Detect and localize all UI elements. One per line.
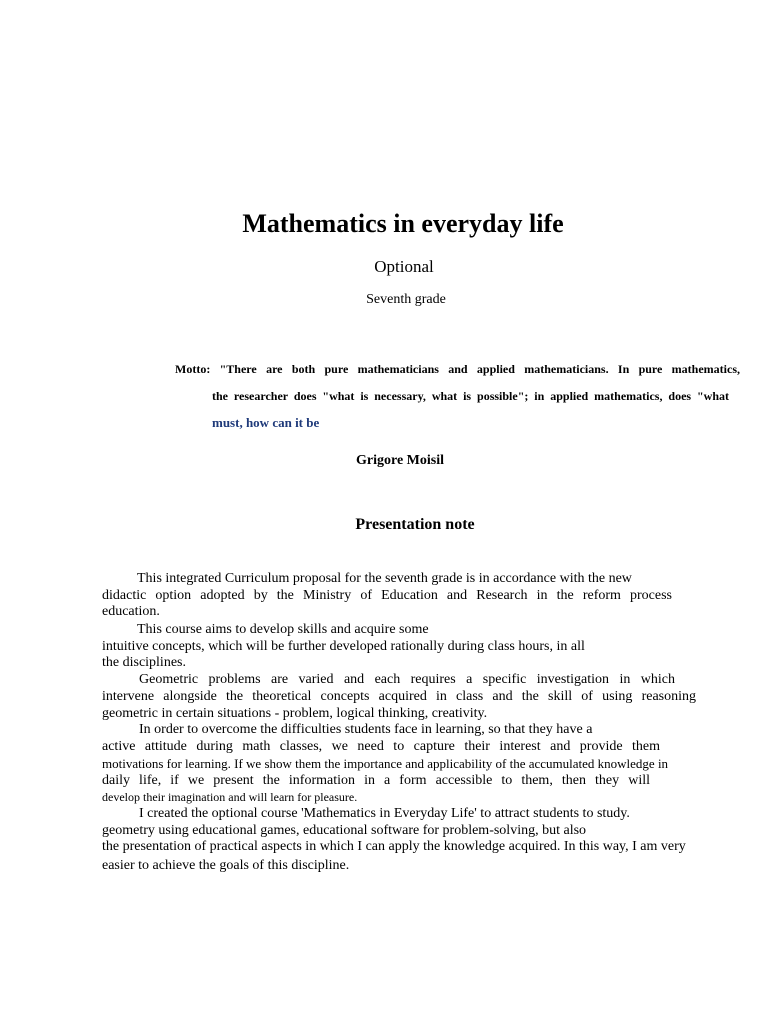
paragraph-line: easier to achieve the goals of this discipline. xyxy=(102,858,350,873)
paragraph-line: This course aims to develop skills and acquire some xyxy=(137,622,429,637)
paragraph-line: Geometric problems are varied and each requires a specific investigation in which xyxy=(139,672,675,687)
paragraph-line: didactic option adopted by the Ministry of Education and Research in the reform process xyxy=(102,588,672,603)
document-title: Mathematics in everyday life xyxy=(242,209,564,238)
paragraph-line: develop their imagination and will learn for pleasure. xyxy=(102,790,358,804)
paragraph-line: the presentation of practical aspects in which I can apply the knowledge acquired. In this way, I am very xyxy=(102,839,686,854)
motto-line-3: must, how can it be xyxy=(212,415,320,430)
paragraph-line: daily life, if we present the information in a form accessible to them, then they will xyxy=(102,773,650,788)
paragraph-line: I created the optional course 'Mathematics in Everyday Life' to attract students to study. xyxy=(139,806,630,821)
paragraph-line: In order to overcome the difficulties students face in learning, so that they have a xyxy=(139,722,593,737)
paragraph-line: education. xyxy=(102,604,160,619)
paragraph-line: motivations for learning. If we show them the importance and applicability of the accumulated knowledge in xyxy=(102,756,669,771)
paragraph-line: the disciplines. xyxy=(102,655,186,670)
paragraph-line: intervene alongside the theoretical concepts acquired in class and the skill of using reasoning xyxy=(102,689,696,704)
grade-label: Seventh grade xyxy=(366,292,446,307)
motto-author: Grigore Moisil xyxy=(356,453,444,468)
section-title: Presentation note xyxy=(355,516,475,533)
motto-line-2: the researcher does "what is necessary, what is possible"; in applied mathematics, does "what xyxy=(212,389,729,403)
paragraph-line: This integrated Curriculum proposal for the seventh grade is in accordance with the new xyxy=(137,571,632,586)
document-subtitle: Optional xyxy=(374,257,434,276)
paragraph-line: intuitive concepts, which will be further developed rationally during class hours, in all xyxy=(102,639,585,654)
paragraph-line: geometry using educational games, educational software for problem-solving, but also xyxy=(102,823,587,838)
paragraph-line: geometric in certain situations - problem, logical thinking, creativity. xyxy=(102,706,488,721)
paragraph-line: active attitude during math classes, we need to capture their interest and provide them xyxy=(102,739,660,754)
motto-line-1: Motto: "There are both pure mathematicians and applied mathematicians. In pure mathematics, xyxy=(175,362,740,376)
